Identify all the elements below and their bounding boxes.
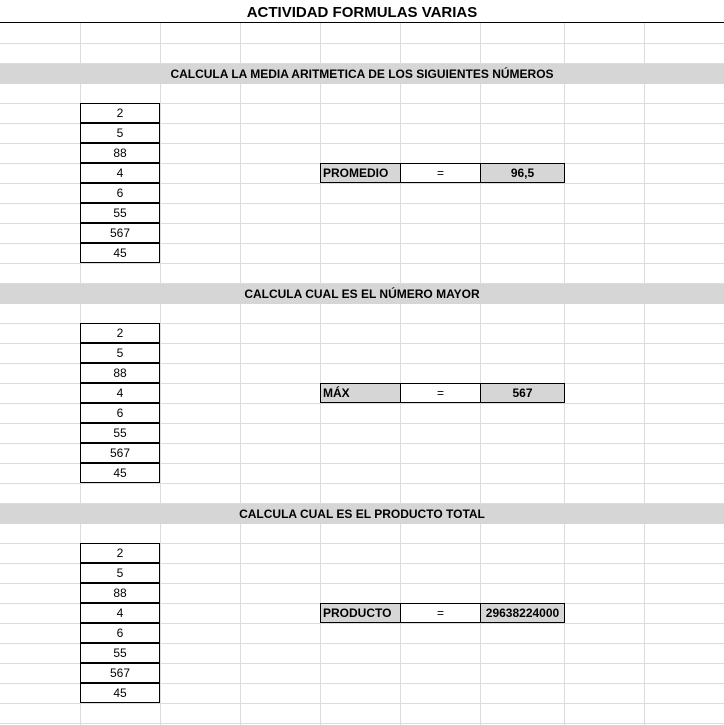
number-cell[interactable]: 6 [80,183,160,203]
number-cell[interactable]: 5 [80,123,160,143]
number-cell[interactable]: 4 [80,383,160,403]
gridline [0,43,724,44]
number-cell[interactable]: 567 [80,223,160,243]
number-cell[interactable]: 45 [80,463,160,483]
result-value-cell[interactable]: 96,5 [480,163,565,183]
number-cell[interactable]: 45 [80,243,160,263]
number-cell[interactable]: 55 [80,203,160,223]
number-cell[interactable]: 567 [80,663,160,683]
equals-cell[interactable]: = [400,383,481,403]
result-label-cell[interactable]: PROMEDIO [320,163,401,183]
equals-cell[interactable]: = [400,603,481,623]
number-cell[interactable]: 6 [80,403,160,423]
result-label-cell[interactable]: PRODUCTO [320,603,401,623]
gridline [0,483,724,484]
number-cell[interactable]: 55 [80,423,160,443]
result-value-cell[interactable]: 29638224000 [480,603,565,623]
number-cell[interactable]: 4 [80,603,160,623]
number-cell[interactable]: 2 [80,103,160,123]
section-heading[interactable]: CALCULA CUAL ES EL NÚMERO MAYOR [0,284,724,304]
number-cell[interactable]: 45 [80,683,160,703]
number-cell[interactable]: 2 [80,543,160,563]
number-cell[interactable]: 5 [80,343,160,363]
section-heading[interactable]: CALCULA CUAL ES EL PRODUCTO TOTAL [0,504,724,524]
gridline [0,703,724,704]
number-cell[interactable]: 4 [80,163,160,183]
number-cell[interactable]: 2 [80,323,160,343]
number-cell[interactable]: 567 [80,443,160,463]
number-cell[interactable]: 88 [80,363,160,383]
sheet-title[interactable]: ACTIVIDAD FORMULAS VARIAS [0,0,724,23]
number-cell[interactable]: 88 [80,143,160,163]
number-cell[interactable]: 55 [80,643,160,663]
result-value-cell[interactable]: 567 [480,383,565,403]
number-cell[interactable]: 88 [80,583,160,603]
gridline [0,723,724,724]
equals-cell[interactable]: = [400,163,481,183]
section-heading[interactable]: CALCULA LA MEDIA ARITMETICA DE LOS SIGUIENTES NÚMEROS [0,64,724,84]
number-cell[interactable]: 6 [80,623,160,643]
gridline [0,263,724,264]
result-label-cell[interactable]: MÁX [320,383,401,403]
number-cell[interactable]: 5 [80,563,160,583]
